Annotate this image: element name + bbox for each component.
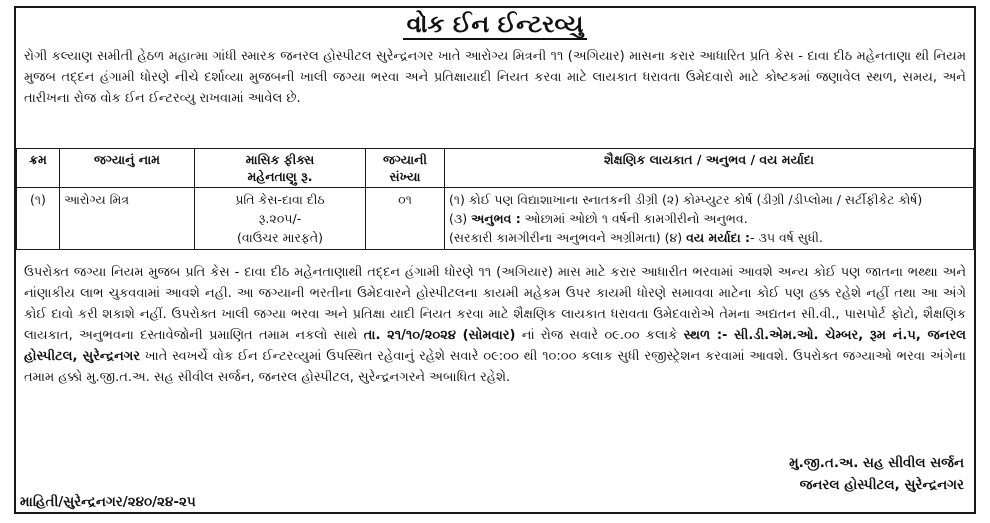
header-qualification: શૈક્ષણિક લાયકાત / અનુભવ / વય મર્યાદા <box>445 149 974 188</box>
header-fee: માસિક ફીક્સ મહેનતાણુ રૂ. <box>195 149 366 188</box>
notice-frame <box>14 6 976 514</box>
row-sr: (૧) <box>17 188 60 250</box>
interview-place: સ્થળ :- સી.ડી.એમ.ઓ. ચેમ્બર, રૂમ નં.૫, જનરલ હોસ્પીટલ, સુરેન્દ્રનગર <box>24 328 966 364</box>
row-count: ૦૧ <box>366 188 445 250</box>
table-row <box>17 188 974 250</box>
header-post: જગ્યાનું નામ <box>60 149 195 188</box>
header-sr: ક્રમ <box>17 149 60 188</box>
vacancy-table <box>16 148 974 250</box>
row-post: આરોગ્ય મિત્ર <box>60 188 195 250</box>
row-qualification: (૧) કોઈ પણ વિદ્યાશાખાના સ્નાતકની ડીગ્રી (૨) કોમ્પ્યુટર કોર્ષ (ડીગ્રી /ડીપ્લોમા / સર્ટીફીકેટ કોર્ષ) (૩) અનુભવ : ઓછામાં ઓછો ૧ વર્ષની કામગીરીનો અનુભવ. (સરકારી કામગીરીના અનુભવને અગ્રીમતા) (૪) વય મર્યાદા :- ૩૫ વર્ષ સુધી. <box>445 188 974 250</box>
intro-paragraph: રોગી કલ્યાણ સમીતી હેઠળ મહાત્મા ગાંધી સ્મારક જનરલ હોસ્પીટલ સુરેન્દ્રનગર ખાતે આરોગ્ય મિત્રની ૧૧ (અગિયાર) માસના કરાર આધારિત પ્રતિ કેસ - દાવા દીઠ મહેનતાણા થી નિયમ મુજબ તદ્દન હંગામી ધોરણે નીચે દર્શાવ્યા મુજબની ખાલી જગ્યા ભરવા અને પ્રતિક્ષાયાદી નિયત કરવા માટે લાયકાત ધરાવતા ઉમેદવારો માટે કોષ્ટકમાં જણાવેલ સ્થળ, સમય, અને તારીખના રોજ વોક ઈન ઈન્ટરવ્યુ રાખવામાં આવેલ છે. <box>24 49 966 106</box>
signature-block: મુ.જી.ત.અ. સહ સીવીલ સર્જન જનરલ હોસ્પીટલ, સુરેન્દ્રનગર <box>789 455 964 493</box>
interview-date: તા. ૨૧/૧૦/૨૦૨૪ (સોમવાર) <box>363 328 516 343</box>
notice-title: વોક ઈન ઈન્ટરવ્યુ <box>16 10 974 38</box>
terms-paragraph: ઉપરોક્ત જગ્યા નિયમ મુજબ પ્રતિ કેસ - દાવા દીઠ મહેનતાણાથી તદ્દન હંગામી ધોરણે ૧૧ (અગિયાર) માસ માટે કરાર આધારીત ભરવામાં આવશે અન્ય કોઈ પણ જાતના ભથ્થા અને નાંણાકીય લાભ ચુકવવામાં આવશે નહી. આ જગ્યાની ભરતીના ઉમેદવારને હોસ્પીટલના કાયમી મહેકમ ઉપર કાયમી ધોરણે સમાવવા માટેના કોઈ પણ હક્ક રહેશે નહીં તથા આ અંગે કોઈ દાવો કરી શકાશે નહીં. ઉપરોક્ત ખાલી જગ્યા ભરવા અને પ્રતિક્ષા યાદી નિયત કરવા માટે શૈક્ષણિક લાયકાત ધરાવતા ઉમેદવારોએ તેમના અદ્યતન સી.વી., પાસપોર્ટ ફોટો, શૈક્ષણિક લાયકાત, અનુભવના દસ્તાવેજોની પ્રમાણિત તમામ નકલો સાથે તા. ૨૧/૧૦/૨૦૨૪ (સોમવાર) નાં રોજ સવારે ૦૯.૦૦ કલાકે સ્થળ :- સી.ડી.એમ.ઓ. ચેમ્બર, રૂમ નં.૫, જનરલ હોસ્પીટલ, સુરેન્દ્રનગર ખાતે સ્વખર્ચે વોક ઈન ઈન્ટરવ્યુમાં ઉપસ્થિત રહેવાનું રહેશે સવારે ૦૯:૦૦ થી ૧૦:૦૦ કલાક સુધી રજીસ્ટ્રેશન કરવામાં આવશે. ઉપરોક્ત જગ્યાઓ ભરવા અંગેના તમામ હક્કો મુ.જી.ત.અ. સહ સીવીલ સર્જન, જનરલ હોસ્પીટલ, સુરેન્દ્રનગરને અબાધિત રહેશે. <box>24 265 966 385</box>
table-header-row <box>17 149 974 188</box>
reference-number: માહિતી/સુરેન્દ્રનગર/૨૪૦/૨૪-૨૫ <box>20 494 196 510</box>
row-fee: પ્રતિ કેસ-દાવા દીઠ રૂ.૨૦૫/- (વાઉચર મારફતે) <box>195 188 366 250</box>
header-count: જગ્યાની સંખ્યા <box>366 149 445 188</box>
